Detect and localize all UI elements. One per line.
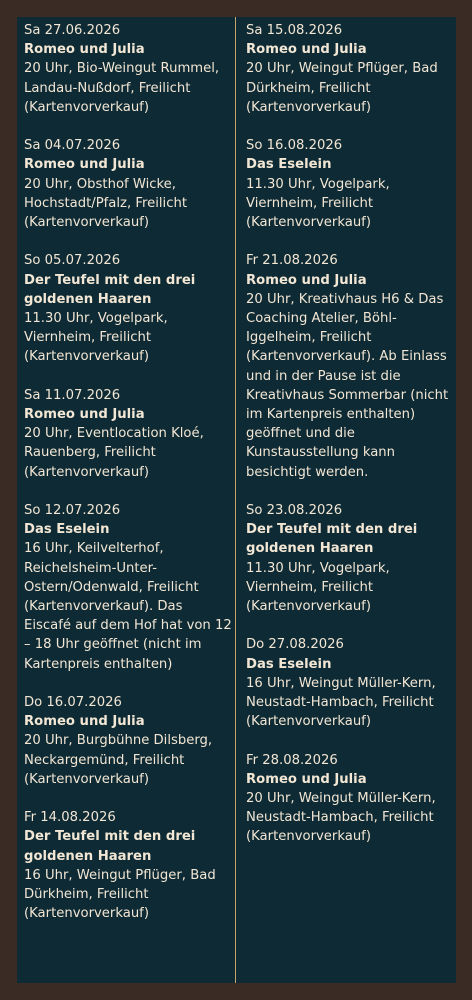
event-entry xyxy=(246,635,454,731)
event-entry xyxy=(24,693,232,789)
event-details: 20 Uhr, Weingut Pflüger, Bad Dürkheim, Freilicht (Kartenvorverkauf) xyxy=(246,61,438,115)
event-entry xyxy=(24,251,232,366)
event-date: Do 16.07.2026 xyxy=(24,695,122,711)
event-entry xyxy=(246,136,454,232)
event-details: 20 Uhr, Kreativhaus H6 & Das Coaching Atelier, Böhl-Iggelheim, Freilicht (Kartenvorverkauf). Ab Einlass und in der Pause ist die Kreativhaus Sommerbar (nicht im Kartenpreis enthalten) geöffnet und die Kunstausstellung kann besichtigt werden. xyxy=(246,291,449,480)
event-entry xyxy=(246,751,454,847)
event-details: 20 Uhr, Weingut Müller-Kern, Neustadt-Hambach, Freilicht (Kartenvorverkauf) xyxy=(246,791,436,845)
event-details: 11.30 Uhr, Vogelpark, Viernheim, Freilicht (Kartenvorverkauf) xyxy=(246,176,390,231)
event-date: Fr 14.08.2026 xyxy=(24,810,116,826)
event-entry xyxy=(24,386,232,482)
event-title: Romeo und Julia xyxy=(24,407,145,423)
event-date: So 05.07.2026 xyxy=(24,253,121,269)
event-details: 11.30 Uhr, Vogelpark, Viernheim, Freilicht (Kartenvorverkauf) xyxy=(24,311,168,365)
event-details: 20 Uhr, Burgbühne Dilsberg, Neckargemünd, Freilicht (Kartenvorverkauf) xyxy=(24,733,213,787)
event-title: Romeo und Julia xyxy=(246,771,367,787)
event-date: Fr 28.08.2026 xyxy=(246,752,338,768)
column-divider xyxy=(235,17,236,983)
event-details: 11.30 Uhr, Vogelpark, Viernheim, Freilicht (Kartenvorverkauf) xyxy=(246,560,390,615)
event-date: Sa 11.07.2026 xyxy=(24,387,121,403)
event-title: Das Eselein xyxy=(246,656,332,672)
event-date: Sa 15.08.2026 xyxy=(246,23,343,38)
event-title: Romeo und Julia xyxy=(24,42,145,58)
event-date: Sa 04.07.2026 xyxy=(24,138,121,154)
event-date: Sa 27.06.2026 xyxy=(24,23,121,38)
schedule-panel xyxy=(17,17,456,983)
event-title: Das Eselein xyxy=(246,157,332,173)
event-entry xyxy=(24,21,232,117)
event-details: 20 Uhr, Bio-Weingut Rummel, Landau-Nußdorf, Freilicht (Kartenvorverkauf) xyxy=(24,61,220,115)
event-entry xyxy=(246,251,454,481)
event-entry xyxy=(24,501,232,674)
event-details: 20 Uhr, Obsthof Wicke, Hochstadt/Pfalz, Freilicht (Kartenvorverkauf) xyxy=(24,176,187,231)
event-entry xyxy=(246,501,454,616)
event-details: 20 Uhr, Eventlocation Kloé, Rauenberg, Freilicht (Kartenvorverkauf) xyxy=(24,426,204,480)
event-title: Romeo und Julia xyxy=(246,272,367,288)
event-title: Romeo und Julia xyxy=(246,42,367,58)
event-title: Das Eselein xyxy=(24,522,110,538)
event-date: So 12.07.2026 xyxy=(24,503,121,519)
event-title: Der Teufel mit den drei goldenen Haaren xyxy=(246,522,418,557)
event-details: 16 Uhr, Keilvelterhof, Reichelsheim-Unter-Ostern/Odenwald, Freilicht (Kartenvorverkauf). Das Eiscafé auf dem Hof hat von 12 – 18 Uhr geöffnet (nicht im Kartenpreis enthalten) xyxy=(24,541,232,672)
event-title: Der Teufel mit den drei goldenen Haaren xyxy=(24,829,196,864)
schedule-column-left xyxy=(24,21,232,943)
event-date: So 16.08.2026 xyxy=(246,138,343,154)
event-details: 16 Uhr, Weingut Müller-Kern, Neustadt-Hambach, Freilicht (Kartenvorverkauf) xyxy=(246,675,436,730)
event-title: Romeo und Julia xyxy=(24,714,145,730)
event-entry xyxy=(246,21,454,117)
event-entry xyxy=(24,136,232,232)
event-title: Romeo und Julia xyxy=(24,157,145,173)
event-date: So 23.08.2026 xyxy=(246,503,343,519)
event-details: 16 Uhr, Weingut Pflüger, Bad Dürkheim, Freilicht (Kartenvorverkauf) xyxy=(24,867,216,922)
event-date: Fr 21.08.2026 xyxy=(246,253,338,269)
event-date: Do 27.08.2026 xyxy=(246,637,344,653)
schedule-column-right xyxy=(246,21,454,866)
event-title: Der Teufel mit den drei goldenen Haaren xyxy=(24,272,196,307)
event-entry xyxy=(24,808,232,923)
